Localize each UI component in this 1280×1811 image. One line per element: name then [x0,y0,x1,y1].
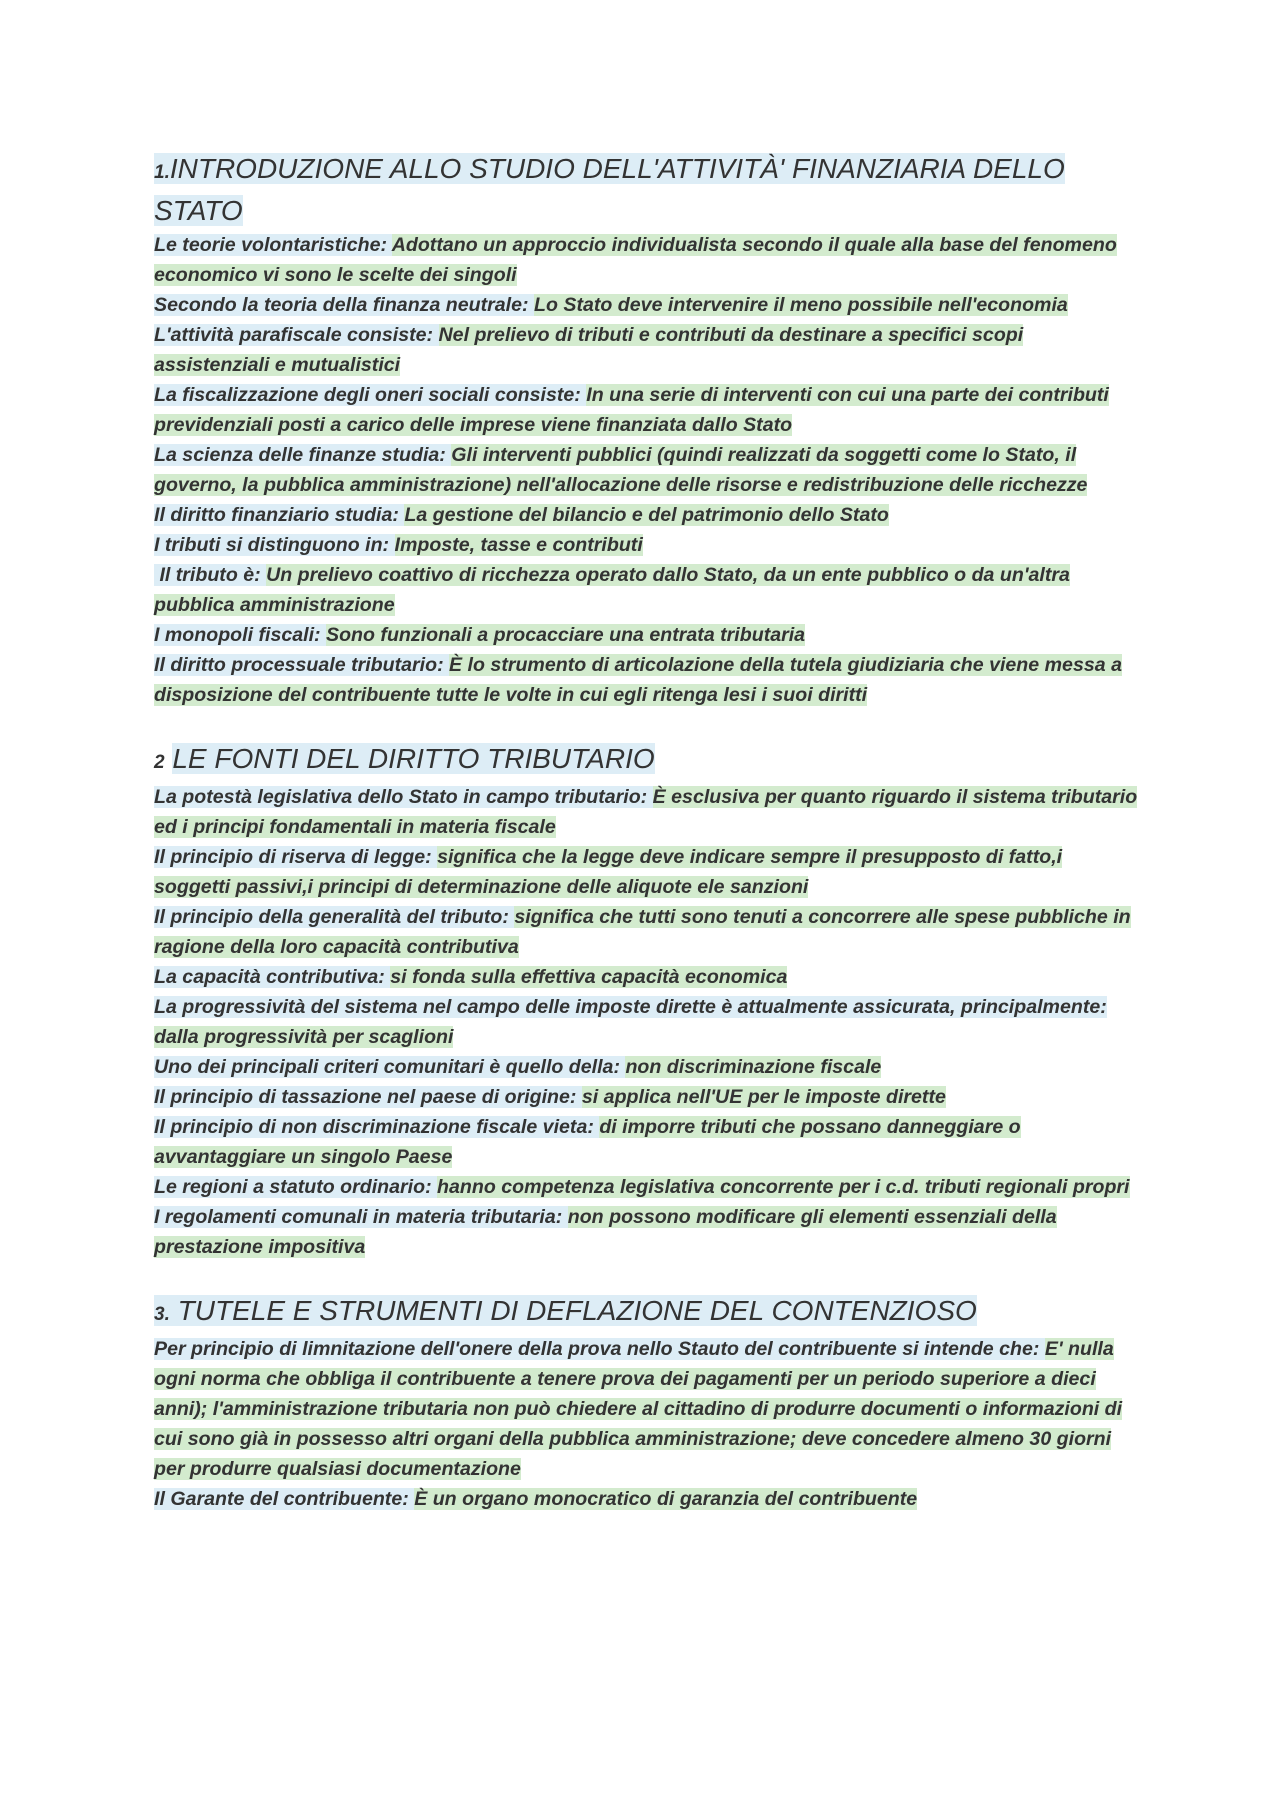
qa-item [154,842,1139,902]
qa-item [154,902,1139,962]
qa-item [154,992,1139,1052]
answer: significa che tutti sono tenuti a concorrere alle spese pubbliche in ragione della loro capacità contributiva [154,906,1131,958]
section-2 [154,740,1139,1262]
question: Le teorie volontaristiche: [154,234,392,256]
section-title: LE FONTI DEL DIRITTO TRIBUTARIO [172,743,655,774]
question: La scienza delle finanze studia: [154,444,452,466]
section-3 [154,1292,1139,1514]
question: Il principio di riserva di legge: [154,846,438,868]
answer: Un prelievo coattivo di ricchezza operato dallo Stato, da un ente pubblico o da un'altra pubblica amministrazione [154,564,1070,616]
answer: Imposte, tasse e contributi [394,534,643,556]
question: Il diritto processuale tributario: [154,654,450,676]
qa-item [154,380,1139,440]
question: Le regioni a statuto ordinario: [154,1176,438,1198]
section-1 [154,150,1139,710]
answer: hanno competenza legislativa concorrente per i c.d. tributi regionali propri [437,1176,1130,1198]
qa-item [154,1052,1139,1082]
question: Il Garante del contribuente: [154,1488,415,1510]
qa-item [154,1172,1139,1202]
qa-item [154,1484,1139,1514]
qa-item [154,620,1139,650]
answer: È un organo monocratico di garanzia del contribuente [414,1488,918,1510]
section-heading [154,1292,1139,1334]
section-number: 1. [154,162,170,183]
qa-item [154,1112,1139,1172]
qa-item [154,782,1139,842]
qa-item [154,530,1139,560]
question: I monopoli fiscali: [154,624,327,646]
qa-item [154,1082,1139,1112]
answer: In una serie di interventi con cui una parte dei contributi previdenziali posti a carico delle imprese viene finanziata dallo Stato [154,384,1109,436]
qa-item [154,500,1139,530]
qa-item [154,1202,1139,1262]
question: Secondo la teoria della finanza neutrale: [154,294,534,316]
question: Il principio di tassazione nel paese di origine: [154,1086,582,1108]
answer: si fonda sulla effettiva capacità economica [390,966,788,988]
question: La potestà legislativa dello Stato in campo tributario: [154,786,653,808]
qa-item [154,650,1139,710]
qa-item [154,440,1139,500]
question: I tributi si distinguono in: [154,534,395,556]
section-title: INTRODUZIONE ALLO STUDIO DELL'ATTIVITÀ' FINANZIARIA DELLO STATO [154,153,1065,226]
answer: Nel prelievo di tributi e contributi da destinare a specifici scopi assistenziali e mutualistici [154,324,1024,376]
qa-item [154,560,1139,620]
answer: È esclusiva per quanto riguardo il sistema tributario ed i principi fondamentali in materia fiscale [154,786,1138,838]
section-number: 2 [154,752,165,773]
question: I regolamenti comunali in materia tributaria: [154,1206,568,1228]
question: Il tributo è: [154,564,267,586]
qa-item [154,962,1139,992]
question: La fiscalizzazione degli oneri sociali consiste: [154,384,587,406]
question: Il principio della generalità del tributo: [154,906,515,928]
document-content [154,150,1139,1544]
question: La capacità contributiva: [154,966,391,988]
answer: E' nulla ogni norma che obbliga il contribuente a tenere prova dei pagamenti per un periodo superiore a dieci anni); l'amministrazione tributaria non può chiedere al cittadino di produrre documenti o informazioni di cui sono già in possesso altri organi della pubblica amministrazione; deve concedere almeno 30 giorni per produrre qualsiasi documentazione [154,1338,1123,1480]
answer: Sono funzionali a procacciare una entrata tributaria [326,624,806,646]
qa-item [154,230,1139,290]
answer: non possono modificare gli elementi essenziali della prestazione impositiva [154,1206,1057,1258]
qa-item [154,290,1139,320]
answer: Gli interventi pubblici (quindi realizzati da soggetti come lo Stato, il governo, la pubblica amministrazione) nell'allocazione delle risorse e redistribuzione delle ricchezze [154,444,1088,496]
question: Per principio di limnitazione dell'onere della prova nello Stauto del contribuente si intende che: [154,1338,1045,1360]
section-title: TUTELE E STRUMENTI DI DEFLAZIONE DEL CONTENZIOSO [177,1295,977,1326]
qa-item [154,320,1139,380]
answer: È lo strumento di articolazione della tutela giudiziaria che viene messa a disposizione del contribuente tutte le volte in cui egli ritenga lesi i suoi diritti [154,654,1122,706]
question: Il diritto finanziario studia: [154,504,405,526]
answer: La gestione del bilancio e del patrimonio dello Stato [404,504,889,526]
answer: significa che la legge deve indicare sempre il presupposto di fatto,i soggetti passivi,i principi di determinazione delle aliquote ele sanzioni [154,846,1063,898]
question: Il principio di non discriminazione fiscale vieta: [154,1116,600,1138]
section-heading [154,740,1139,782]
section-heading [154,150,1139,230]
qa-item [154,1334,1139,1484]
section-number: 3. [154,1304,170,1325]
answer: si applica nell'UE per le imposte dirette [581,1086,946,1108]
answer: Adottano un approccio individualista secondo il quale alla base del fenomeno economico vi sono le scelte dei singoli [154,234,1117,286]
answer: di imporre tributi che possano danneggiare o avvantaggiare un singolo Paese [154,1116,1021,1168]
answer: non discriminazione fiscale [625,1056,882,1078]
question: Uno dei principali criteri comunitari è quello della: [154,1056,626,1078]
answer: Lo Stato deve intervenire il meno possibile nell'economia [534,294,1068,316]
question: L'attività parafiscale consiste: [154,324,439,346]
question: La progressività del sistema nel campo delle imposte dirette è attualmente assicurata, principalmente: [154,996,1107,1018]
answer: dalla progressività per scaglioni [154,1026,454,1048]
